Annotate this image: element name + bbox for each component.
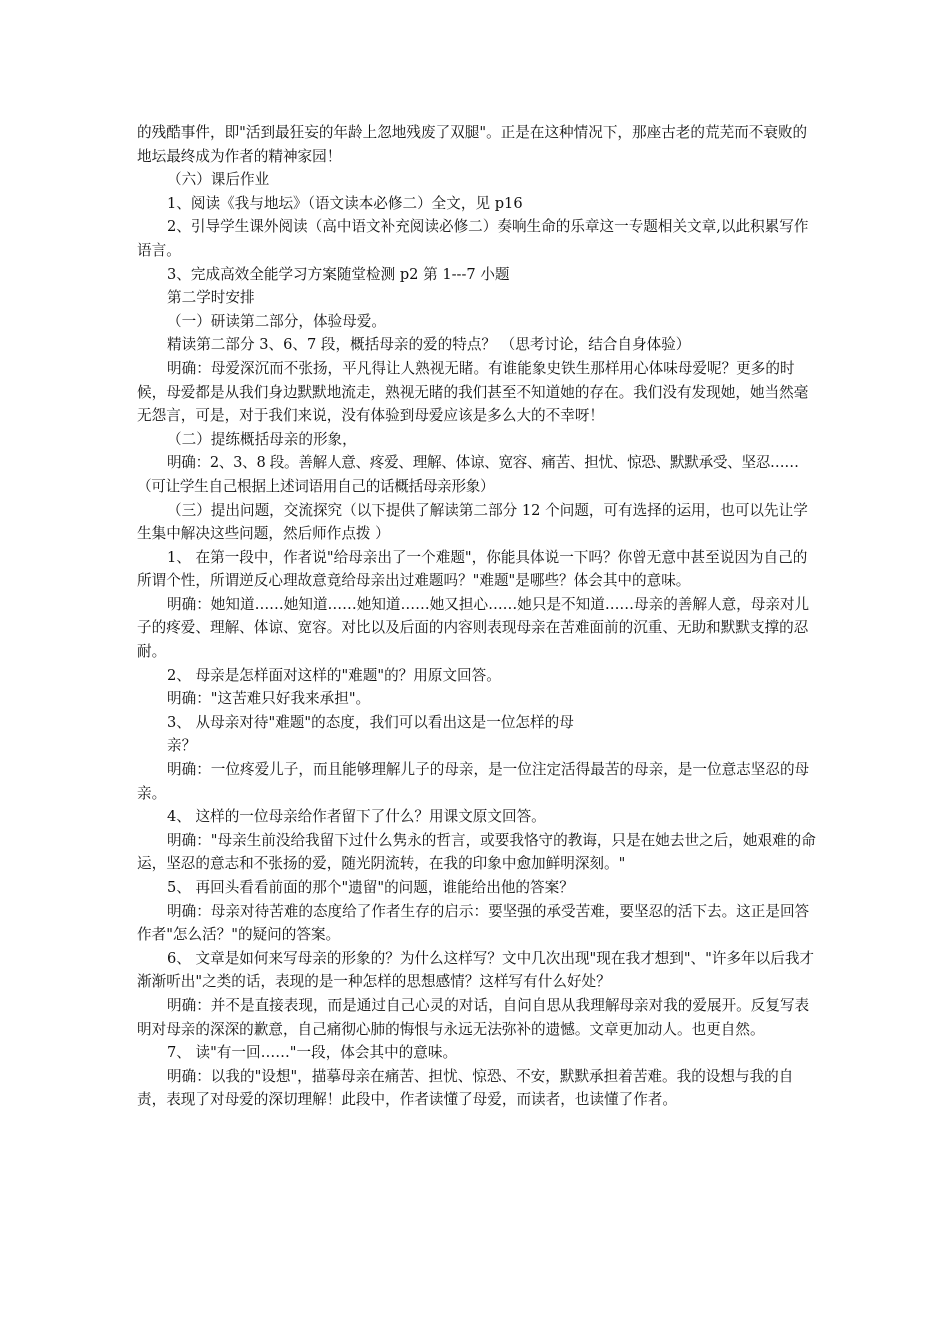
homework-item-2: 2、引导学生课外阅读（高中语文补充阅读必修二）奏响生命的乐章这一专题相关文章,以此积累写作语言。: [137, 218, 809, 259]
paragraph-intro: 的残酷事件，即"活到最狂妄的年龄上忽地残废了双腿"。正是在这种情况下，那座古老的荒芜而不衰败的地坛最终成为作者的精神家园！: [137, 124, 808, 165]
answer-3: 明确：一位疼爱儿子，而且能够理解儿子的母亲，是一位注定活得最苦的母亲，是一位意志坚忍的母亲。: [137, 761, 810, 802]
question-7: 7、 读"有一回……"一段，体会其中的意味。: [167, 1044, 458, 1062]
question-4: 4、 这样的一位母亲给作者留下了什么？用课文原文回答。: [167, 808, 546, 826]
question-5: 5、 再回头看看前面的那个"遗留"的问题，谁能给出他的答案？: [167, 879, 574, 896]
heading-homework: （六）课后作业: [167, 171, 270, 189]
heading-part-three: （三）提出问题，交流探究（以下提供了解读第二部分 12 个问题，可有选择的运用，也可以先让学生集中解决这些问题，然后师作点拨 ）: [137, 501, 808, 543]
answer-1: 明确：她知道……她知道……她知道……她又担心……她只是不知道……母亲的善解人意，母亲对儿子的疼爱、理解、体谅、宽容。对比以及后面的内容则表现母亲在苦难面前的沉重、无助和默默支撑的忍耐。: [137, 595, 810, 661]
homework-item-3: 3、完成高效全能学习方案随堂检测 p2 第 1---7 小题: [167, 265, 510, 283]
question-3: 3、 从母亲对待"难题"的态度，我们可以看出这是一位怎样的母: [167, 713, 574, 731]
homework-item-1: 1、阅读《我与地坛》（语文读本必修二）全文，见 p16: [167, 194, 523, 212]
heading-second-lesson: 第二学时安排: [167, 289, 255, 307]
heading-part-two: （二）提练概括母亲的形象，: [167, 430, 357, 448]
answer-4: 明确："母亲生前没给我留下过什么隽永的哲言，或要我恪守的教诲，只是在她去世之后，她艰难的命运，坚忍的意志和不张扬的爱，随光阴流转，在我的印象中愈加鲜明深刻。": [137, 831, 816, 873]
heading-part-one: （一）研读第二部分，体验母爱。: [167, 312, 386, 330]
answer-5: 明确：母亲对待苦难的态度给了作者生存的启示：要坚强的承受苦难，要坚忍的活下去。这正是回答作者"怎么活？"的疑问的答案。: [137, 902, 810, 944]
answer-mother-love: 明确：母爱深沉而不张扬，平凡得让人熟视无睹。有谁能象史铁生那样用心体味母爱呢？更多的时候，母爱都是从我们身边默默地流走，熟视无睹的我们甚至不知道她的存在。我们没有发现她，她当然毫无怨言，可是，对于我们来说，没有体验到母爱应该是多么大的不幸呀！: [137, 359, 809, 425]
question-3-continued: 亲？: [167, 737, 197, 755]
intensive-reading-question: 精读第二部分 3、6、7 段，概括母亲的爱的特点？ （思考讨论，结合自身体验）: [167, 336, 691, 354]
question-2: 2、 母亲是怎样面对这样的"难题"的？用原文回答。: [167, 666, 501, 684]
document-page: [137, 121, 820, 1112]
question-6: 6、 文章是如何来写母亲的形象的？为什么这样写？文中几次出现"现在我才想到"、"许多年以后我才渐渐听出"之类的话，表现的是一种怎样的思想感情？这样写有什么好处？: [137, 949, 815, 991]
answer-7: 明确：以我的"设想"，描摹母亲在痛苦、担忧、惊恐、不安，默默承担着苦难。我的设想与我的自责，表现了对母爱的深切理解！此段中，作者读懂了母爱，而读者，也读懂了作者。: [137, 1067, 794, 1109]
answer-2: 明确："这苦难只好我来承担"。: [167, 690, 371, 708]
answer-6: 明确：并不是直接表现，而是通过自己心灵的对话，自问自思从我理解母亲对我的爱展开。反复写表明对母亲的深深的歉意，自己痛彻心肺的悔恨与永远无法弥补的遗憾。文章更加动人。也更自然。: [137, 996, 810, 1038]
question-1: 1、 在第一段中，作者说"给母亲出了一个难题"，你能具体说一下吗？你曾无意中甚至说因为自己的所谓个性，所谓逆反心理故意竟给母亲出过难题吗？"难题"是哪些？体会其中的意味。: [137, 548, 808, 590]
answer-mother-image: 明确：2、3、8 段。善解人意、疼爱、理解、体谅、宽容、痛苦、担忧、惊恐、默默承受、坚忍……（可让学生自己根据上述词语用自己的话概括母亲形象）: [137, 454, 799, 495]
